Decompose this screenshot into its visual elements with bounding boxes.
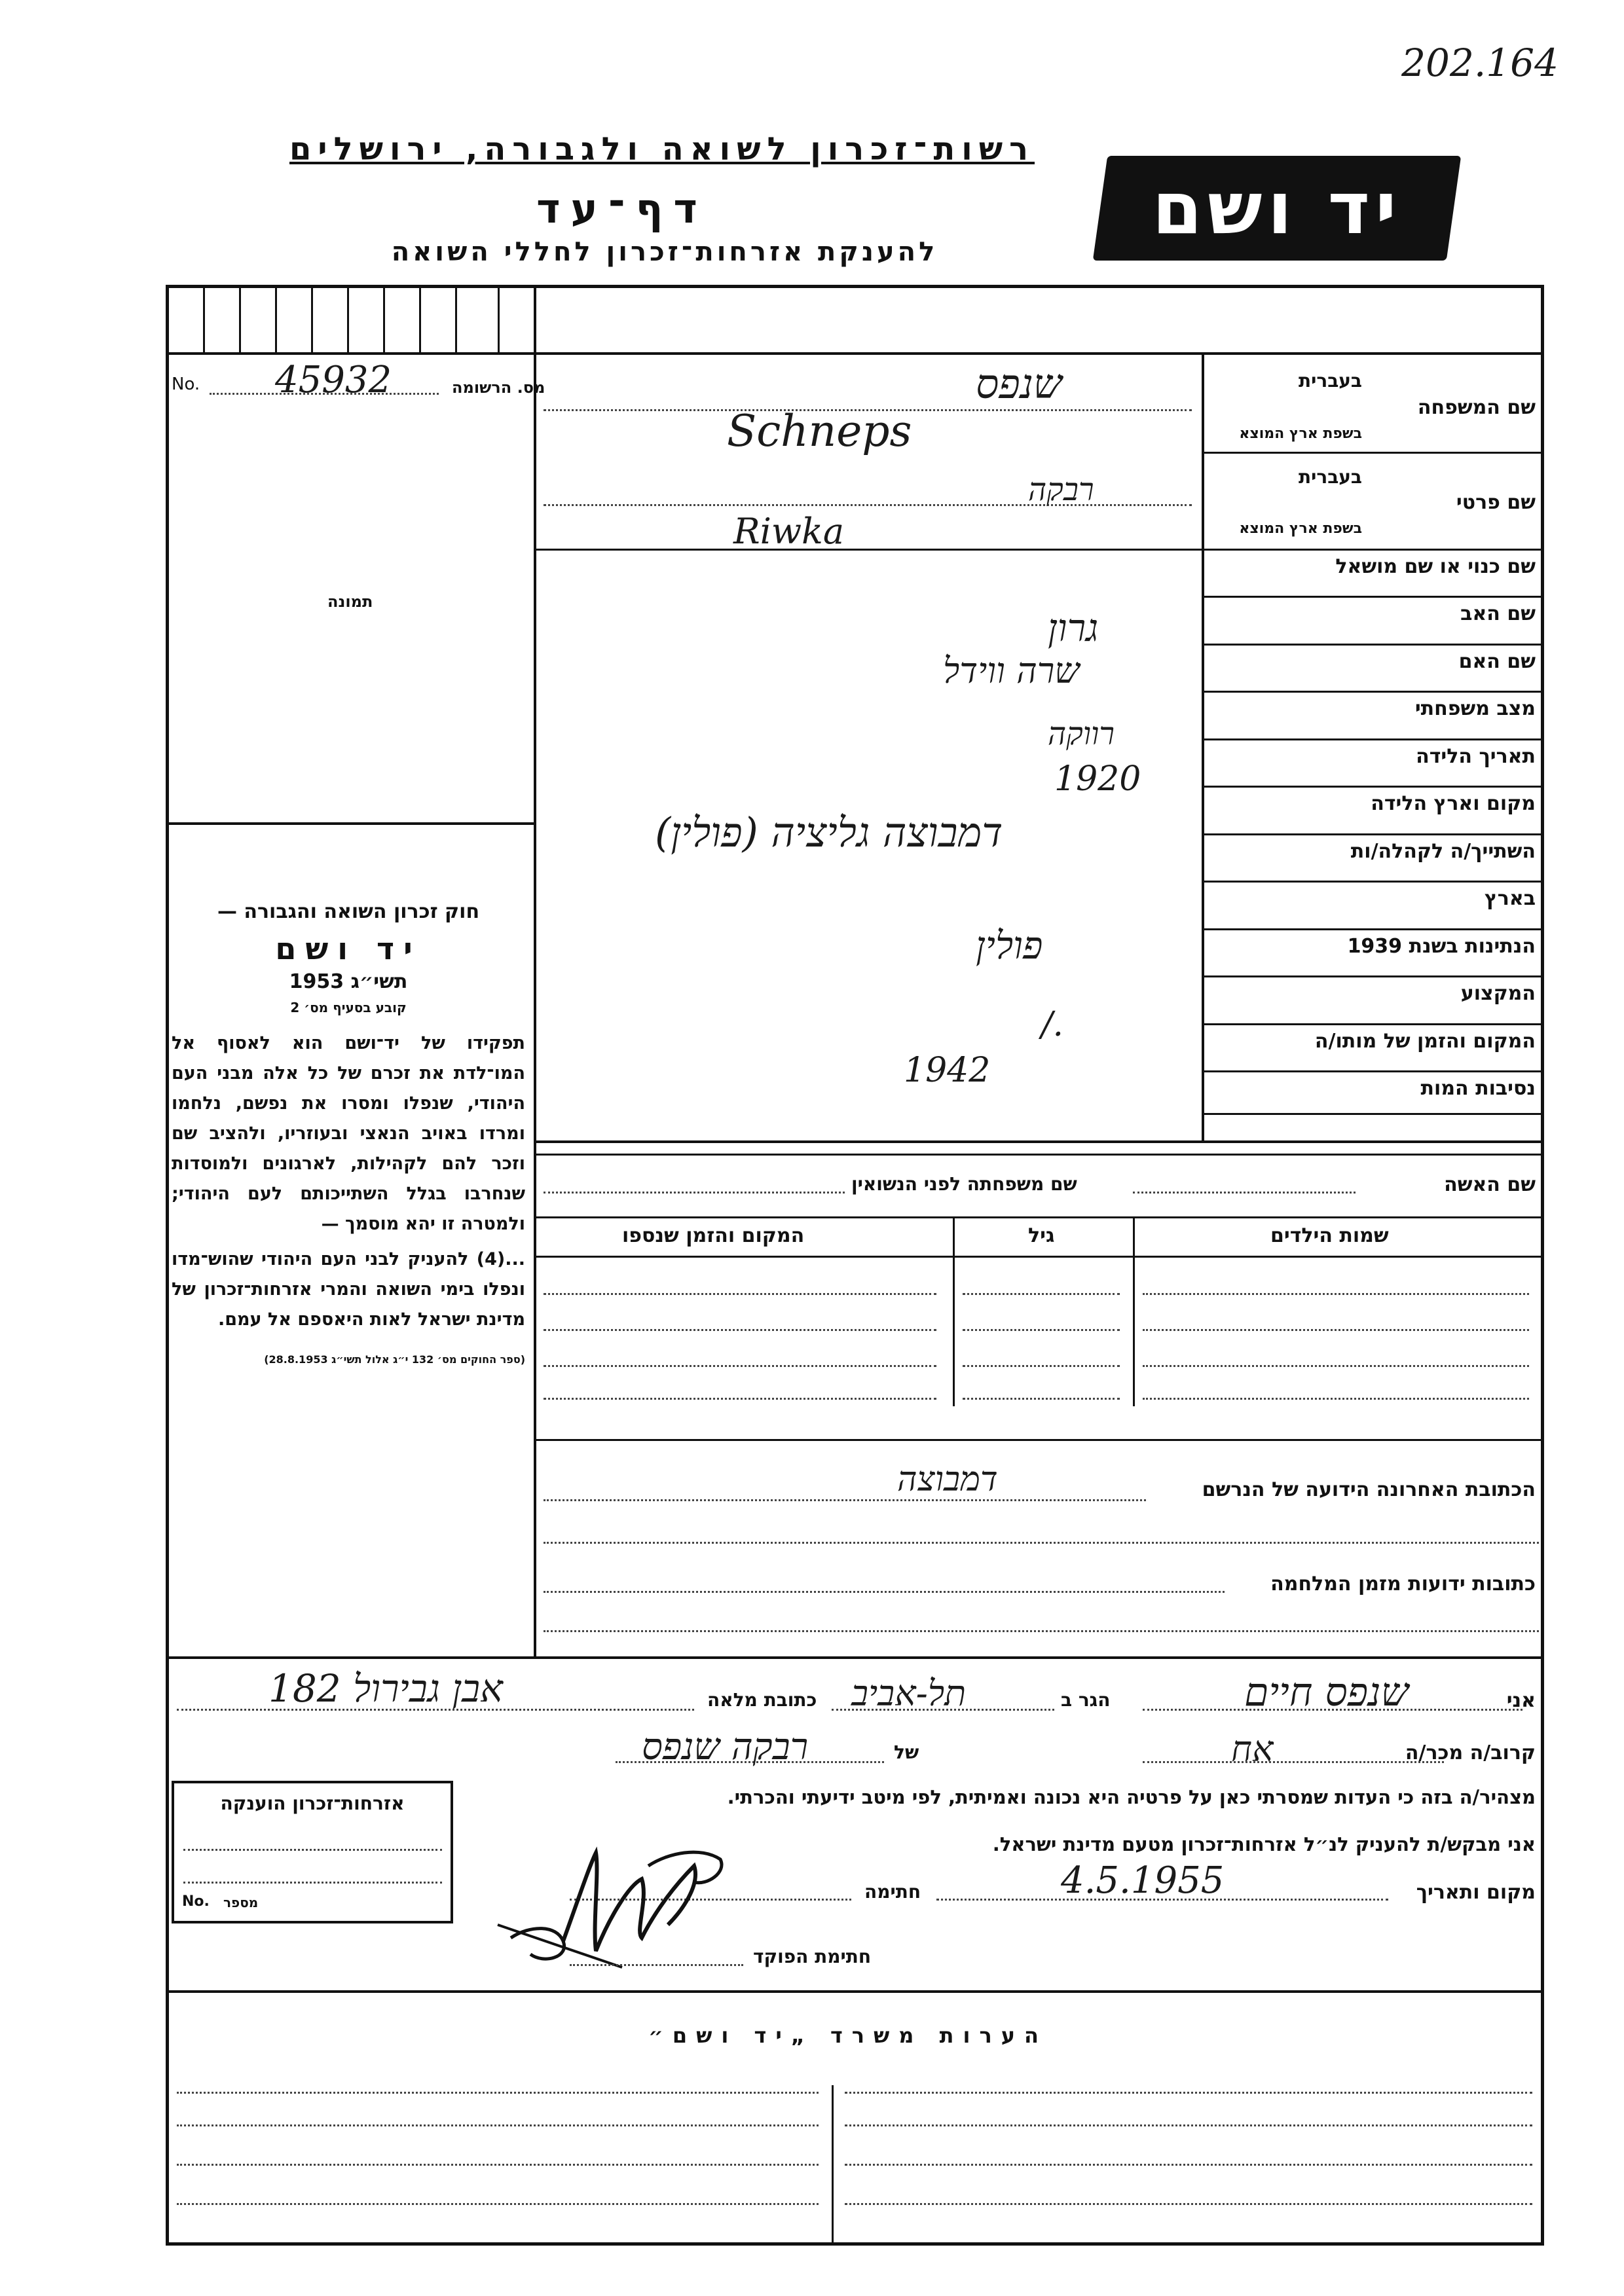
marital-label: מצב משפחתי (1414, 697, 1536, 720)
first-name-sub-hebrew: בעברית (1298, 466, 1362, 488)
family-name-latin: Schneps (727, 406, 912, 456)
of-label: של (894, 1741, 919, 1763)
spouse-label: שם האשה (1444, 1173, 1536, 1196)
law-text-2: ...(4) להעניק לבני העם היהודי שהוש־מדו ונפלו בימי השואה והמרי אזרחות־זכרון של מדינת ישראל לאות היאספם אל עמם. (172, 1249, 525, 1330)
death-label: המקום והזמן של מותו/ה (1314, 1030, 1536, 1053)
nickname-label: שם כנוי או שם מושאל (1335, 555, 1536, 578)
law-box (172, 900, 525, 1366)
declaration-text: מצהיר/ה בזה כי העדות שמסרתי כאן על פרטיה היא נכונה ואמיתית, לפי מיטב ידיעתי והכרתי. (727, 1786, 1536, 1808)
declarant-i-label: אני (1506, 1689, 1536, 1712)
children-names-header: שמות הילדים (1270, 1224, 1389, 1247)
first-name-label: שם פרטי (1456, 491, 1536, 514)
first-name-latin: Riwka (733, 511, 845, 552)
logo-text: יד ושם (1152, 166, 1402, 250)
community-label: השתייך/ה לקהלה/ות (1350, 840, 1536, 863)
registration-label-en: No. (172, 374, 200, 394)
law-title: חוק זכרון השואה והגבורה — (217, 900, 480, 923)
mother-label: שם האם (1458, 650, 1536, 673)
archive-number: 202.164 (1401, 41, 1559, 85)
yad-vashem-logo (1093, 156, 1461, 261)
citizenship-box (172, 1781, 453, 1923)
office-notes-title: הערות משרד „יד ושם״ (648, 2023, 1048, 2048)
country-value: פולין (976, 923, 1043, 968)
address-label: כתובת מלאה (707, 1689, 817, 1711)
last-address-label: הכתובת האחרונה הידועה של הנרשם (1202, 1478, 1536, 1501)
law-citation: (ספר החוקים מס׳ 132 י״ג אלול תשי״ג 28.8.1953) (264, 1353, 525, 1366)
citizenship-box-title: אזרחות־זכרון הוענקה (220, 1793, 405, 1814)
citizenship-box-no: No. (182, 1893, 210, 1910)
death-value: 1942 (904, 1051, 991, 1090)
law-year: תשי״ג 1953 (289, 970, 408, 993)
children-place-header: המקום והזמן שנספו (622, 1224, 805, 1247)
citizenship-box-number-label: מספר (223, 1895, 259, 1910)
declarant-signature (485, 1827, 733, 1977)
family-name-hebrew: שנפס (976, 360, 1062, 408)
authority-title: רשות־זכרון לשואה ולגבורה, ירושלים (289, 131, 1035, 168)
family-name-sub-origin: בשפת ארץ המוצא (1239, 426, 1362, 442)
mother-value: שרה ווידל (943, 650, 1080, 691)
family-name-label: שם המשפחה (1417, 396, 1536, 419)
father-label: שם האב (1460, 602, 1536, 625)
relation-value: אח (1231, 1728, 1274, 1770)
declarant-address: אבן גבירול 182 (268, 1666, 503, 1711)
signature-label: חתימה (864, 1881, 921, 1903)
declarant-city: תל-אביב (851, 1673, 967, 1714)
profession-value: /. (1041, 1005, 1064, 1044)
birth-place-label: מקום וארץ הלידה (1371, 792, 1536, 815)
spouse-maiden-label: שם משפחתה לפני הנשואין (851, 1173, 1077, 1195)
place-date-label: מקום ותאריך (1416, 1881, 1536, 1904)
first-name-hebrew: רבקה (1028, 471, 1094, 508)
of-name: רבקה שנפס (642, 1726, 809, 1768)
officer-signature-label: חתימת הפוקד (753, 1946, 872, 1967)
family-name-sub-hebrew: בעברית (1298, 370, 1362, 392)
photo-label: תמונה (327, 592, 373, 611)
birth-date-label: תאריך הלידה (1416, 745, 1536, 768)
law-clause: קובע בסעיף מס׳ 2 (290, 1000, 407, 1015)
registration-number: 45932 (275, 359, 392, 401)
citizenship-label: הנתינות בשנת 1939 (1347, 935, 1536, 958)
lives-label: הגר ב (1061, 1689, 1111, 1711)
form-purpose: להענקת אזרחות־זכרון לחללי השואה (391, 237, 938, 267)
last-address-value: דמבוצה (897, 1460, 998, 1499)
community-value: דמבוצה גליציה (פולין) (655, 809, 1003, 856)
form-title: דף־עד (536, 185, 708, 232)
law-name: יד ושם (275, 931, 422, 966)
birth-date-value: 1920 (1054, 759, 1141, 799)
law-text-1: תפקידו של יד־ושם הוא לאסוף אל המו־לדת את זכרם של כל אלה מבני העם היהודי, שנפלו ומסרו את נפשם, נלחמו ומרדו באויב הנאצי ובעוזריו, ולהציב שם וזכר להם לקהילות, לארגונים ולמוסדות שנחרבו בגלל השתייכותם לעם היהודי; ולמטרה זו יהא מוסמך — (172, 1033, 525, 1234)
request-text: אני מבקש/ת להעניק לנ״ל אזרחות־זכרון מטעם מדינת ישראל. (992, 1833, 1536, 1855)
death-cause-label: נסיבות המות (1420, 1077, 1536, 1100)
registration-label: מס. הרשומה (452, 378, 545, 397)
profession-label: המקצוע (1460, 982, 1536, 1005)
children-age-header: גיל (1028, 1224, 1055, 1247)
father-value: גרון (1048, 606, 1099, 650)
war-addresses-label: כתובות ידועות מזמן המלחמה (1270, 1573, 1536, 1595)
relation-label: קרוב/ה מכר/ה (1405, 1741, 1536, 1764)
first-name-sub-origin: בשפת ארץ המוצא (1239, 520, 1362, 537)
country-label: בארץ (1484, 887, 1536, 910)
declarant-name: שנפס חיים (1244, 1669, 1409, 1715)
place-date-value: 4.5.1955 (1061, 1859, 1225, 1902)
marital-value: רווקה (1048, 716, 1115, 752)
